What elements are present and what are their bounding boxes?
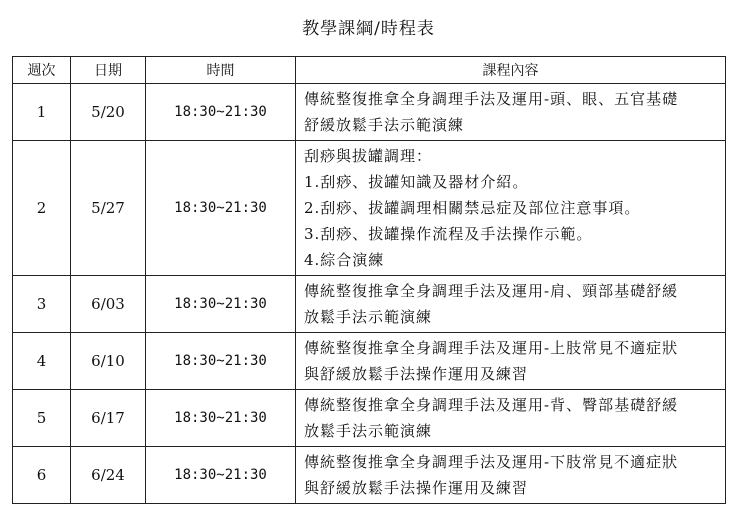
content-line: 與舒緩放鬆手法操作運用及練習 [304, 365, 529, 383]
content-line: 3.刮痧、拔罐操作流程及手法操作示範。 [304, 225, 593, 243]
content-line: 刮痧與拔罐調理： [304, 147, 433, 165]
content-cell [296, 141, 726, 276]
time-cell: 18:30~21:30 [146, 333, 296, 390]
date-cell: 5/20 [71, 84, 146, 141]
time-cell: 18:30~21:30 [146, 84, 296, 141]
content-line: 與舒緩放鬆手法操作運用及練習 [304, 479, 529, 497]
table-row [13, 84, 726, 141]
content-line: 傳統整復推拿全身調理手法及運用-上肢常見不適症狀 [304, 339, 679, 357]
content-line: 傳統整復推拿全身調理手法及運用-下肢常見不適症狀 [304, 453, 679, 471]
table-header-row [13, 57, 726, 84]
table-row [13, 276, 726, 333]
week-cell: 1 [13, 84, 71, 141]
time-cell: 18:30~21:30 [146, 141, 296, 276]
table-row [13, 390, 726, 447]
header-week: 週次 [13, 57, 71, 84]
content-line: 2.刮痧、拔罐調理相關禁忌症及部位注意事項。 [304, 199, 641, 217]
content-cell [296, 84, 726, 141]
date-cell: 6/24 [71, 447, 146, 504]
content-line: 傳統整復推拿全身調理手法及運用-背、臀部基礎舒緩 [304, 396, 679, 414]
table-row [13, 141, 726, 276]
content-cell [296, 333, 726, 390]
date-cell: 6/03 [71, 276, 146, 333]
content-cell [296, 447, 726, 504]
week-cell: 4 [13, 333, 71, 390]
content-line: 舒緩放鬆手法示範演練 [304, 116, 465, 134]
page-title: 教學課綱/時程表 [302, 19, 435, 39]
content-line: 1.刮痧、拔罐知識及器材介紹。 [304, 173, 529, 191]
content-line: 放鬆手法示範演練 [304, 308, 433, 326]
week-cell: 6 [13, 447, 71, 504]
date-cell: 6/10 [71, 333, 146, 390]
time-cell: 18:30~21:30 [146, 447, 296, 504]
date-cell: 5/27 [71, 141, 146, 276]
table-row [13, 333, 726, 390]
content-line: 傳統整復推拿全身調理手法及運用-頭、眼、五官基礎 [304, 90, 679, 108]
content-cell [296, 390, 726, 447]
table-row [13, 447, 726, 504]
header-content: 課程內容 [296, 57, 726, 84]
header-date: 日期 [71, 57, 146, 84]
content-line: 4.綜合演練 [304, 251, 385, 269]
date-cell: 6/17 [71, 390, 146, 447]
content-line: 傳統整復推拿全身調理手法及運用-肩、頸部基礎舒緩 [304, 282, 679, 300]
week-cell: 2 [13, 141, 71, 276]
content-cell [296, 276, 726, 333]
week-cell: 3 [13, 276, 71, 333]
content-line: 放鬆手法示範演練 [304, 422, 433, 440]
header-time: 時間 [146, 57, 296, 84]
week-cell: 5 [13, 390, 71, 447]
time-cell: 18:30~21:30 [146, 276, 296, 333]
schedule-table [12, 56, 726, 504]
time-cell: 18:30~21:30 [146, 390, 296, 447]
